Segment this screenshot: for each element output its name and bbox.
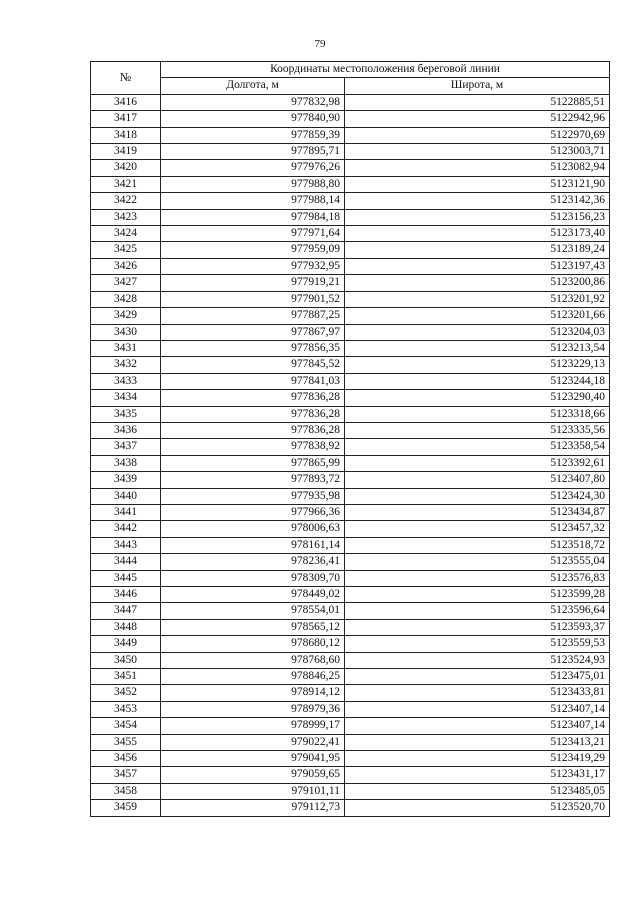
point-number-cell: 3458 [91, 783, 161, 799]
table-row [91, 127, 610, 143]
page-number: 79 [314, 38, 326, 50]
table-row [91, 340, 610, 356]
longitude-cell: 979112,73 [161, 800, 345, 816]
table-row [91, 783, 610, 799]
table-row [91, 619, 610, 635]
latitude-cell: 5123200,86 [345, 275, 610, 291]
latitude-cell: 5123318,66 [345, 406, 610, 422]
point-number-cell: 3440 [91, 488, 161, 504]
latitude-cell: 5123518,72 [345, 537, 610, 553]
longitude-cell: 977901,52 [161, 291, 345, 307]
latitude-cell: 5123559,53 [345, 636, 610, 652]
point-number-cell: 3416 [91, 94, 161, 110]
latitude-cell: 5123197,43 [345, 258, 610, 274]
table-header [91, 62, 610, 95]
point-number-cell: 3439 [91, 472, 161, 488]
longitude-cell: 977836,28 [161, 390, 345, 406]
latitude-cell: 5123213,54 [345, 340, 610, 356]
latitude-cell: 5123201,66 [345, 308, 610, 324]
latitude-cell: 5123201,92 [345, 291, 610, 307]
coordinates-table [90, 61, 610, 817]
latitude-cell: 5123156,23 [345, 209, 610, 225]
table-row [91, 669, 610, 685]
table-body [91, 94, 610, 816]
longitude-cell: 977988,80 [161, 176, 345, 192]
longitude-cell: 977971,64 [161, 226, 345, 242]
point-number-cell: 3426 [91, 258, 161, 274]
table-row [91, 537, 610, 553]
table-row [91, 652, 610, 668]
longitude-cell: 978006,63 [161, 521, 345, 537]
latitude-cell: 5123082,94 [345, 160, 610, 176]
longitude-cell: 978161,14 [161, 537, 345, 553]
point-number-cell: 3417 [91, 111, 161, 127]
point-number-cell: 3452 [91, 685, 161, 701]
point-number-cell: 3447 [91, 603, 161, 619]
table-row [91, 455, 610, 471]
table-row [91, 242, 610, 258]
table-row [91, 390, 610, 406]
latitude-cell: 5123475,01 [345, 669, 610, 685]
point-number-cell: 3429 [91, 308, 161, 324]
longitude-cell: 979022,41 [161, 734, 345, 750]
table-row [91, 176, 610, 192]
latitude-cell: 5123407,80 [345, 472, 610, 488]
latitude-cell: 5123424,30 [345, 488, 610, 504]
point-number-cell: 3451 [91, 669, 161, 685]
latitude-cell: 5122970,69 [345, 127, 610, 143]
table-row [91, 357, 610, 373]
latitude-cell: 5122942,96 [345, 111, 610, 127]
longitude-cell: 977836,28 [161, 422, 345, 438]
table-row [91, 422, 610, 438]
latitude-cell: 5123173,40 [345, 226, 610, 242]
header-coordinates-group: Координаты местоположения береговой линии [161, 62, 610, 78]
point-number-cell: 3450 [91, 652, 161, 668]
longitude-cell: 977984,18 [161, 209, 345, 225]
latitude-cell: 5123244,18 [345, 373, 610, 389]
latitude-cell: 5123555,04 [345, 554, 610, 570]
latitude-cell: 5123419,29 [345, 751, 610, 767]
latitude-cell: 5123520,70 [345, 800, 610, 816]
table-row [91, 488, 610, 504]
latitude-cell: 5123121,90 [345, 176, 610, 192]
table-row [91, 144, 610, 160]
longitude-cell: 978914,12 [161, 685, 345, 701]
point-number-cell: 3455 [91, 734, 161, 750]
longitude-cell: 977966,36 [161, 504, 345, 520]
latitude-cell: 5123433,81 [345, 685, 610, 701]
table-row [91, 718, 610, 734]
longitude-cell: 978979,36 [161, 701, 345, 717]
longitude-cell: 977932,95 [161, 258, 345, 274]
longitude-cell: 977935,98 [161, 488, 345, 504]
table-row [91, 226, 610, 242]
longitude-cell: 977867,97 [161, 324, 345, 340]
longitude-cell: 979059,65 [161, 767, 345, 783]
longitude-cell: 977887,25 [161, 308, 345, 324]
point-number-cell: 3448 [91, 619, 161, 635]
point-number-cell: 3443 [91, 537, 161, 553]
point-number-cell: 3453 [91, 701, 161, 717]
latitude-cell: 5123335,56 [345, 422, 610, 438]
longitude-cell: 977895,71 [161, 144, 345, 160]
latitude-cell: 5123593,37 [345, 619, 610, 635]
table-row [91, 701, 610, 717]
longitude-cell: 978554,01 [161, 603, 345, 619]
point-number-cell: 3459 [91, 800, 161, 816]
point-number-cell: 3437 [91, 439, 161, 455]
point-number-cell: 3430 [91, 324, 161, 340]
table-row [91, 554, 610, 570]
longitude-cell: 977988,14 [161, 193, 345, 209]
longitude-cell: 978565,12 [161, 619, 345, 635]
latitude-cell: 5123485,05 [345, 783, 610, 799]
table-row [91, 308, 610, 324]
table-row [91, 209, 610, 225]
longitude-cell: 977836,28 [161, 406, 345, 422]
longitude-cell: 977919,21 [161, 275, 345, 291]
point-number-cell: 3457 [91, 767, 161, 783]
longitude-cell: 977859,39 [161, 127, 345, 143]
point-number-cell: 3445 [91, 570, 161, 586]
point-number-cell: 3434 [91, 390, 161, 406]
table-row [91, 587, 610, 603]
table-row [91, 373, 610, 389]
table-row [91, 751, 610, 767]
table-row [91, 734, 610, 750]
table-row [91, 111, 610, 127]
latitude-cell: 5123003,71 [345, 144, 610, 160]
longitude-cell: 978999,17 [161, 718, 345, 734]
table-row [91, 160, 610, 176]
latitude-cell: 5123431,17 [345, 767, 610, 783]
latitude-cell: 5123457,32 [345, 521, 610, 537]
table-row [91, 291, 610, 307]
longitude-cell: 977838,92 [161, 439, 345, 455]
header-number: № [91, 62, 161, 95]
table-row [91, 636, 610, 652]
point-number-cell: 3454 [91, 718, 161, 734]
longitude-cell: 977976,26 [161, 160, 345, 176]
latitude-cell: 5123358,54 [345, 439, 610, 455]
table-row [91, 193, 610, 209]
point-number-cell: 3444 [91, 554, 161, 570]
longitude-cell: 977832,98 [161, 94, 345, 110]
latitude-cell: 5123576,83 [345, 570, 610, 586]
table-row [91, 570, 610, 586]
point-number-cell: 3423 [91, 209, 161, 225]
table-row [91, 406, 610, 422]
longitude-cell: 979041,95 [161, 751, 345, 767]
latitude-cell: 5123599,28 [345, 587, 610, 603]
longitude-cell: 977856,35 [161, 340, 345, 356]
point-number-cell: 3441 [91, 504, 161, 520]
longitude-cell: 977845,52 [161, 357, 345, 373]
latitude-cell: 5123229,13 [345, 357, 610, 373]
table-row [91, 767, 610, 783]
latitude-cell: 5123189,24 [345, 242, 610, 258]
latitude-cell: 5123407,14 [345, 718, 610, 734]
point-number-cell: 3431 [91, 340, 161, 356]
latitude-cell: 5123596,64 [345, 603, 610, 619]
point-number-cell: 3418 [91, 127, 161, 143]
point-number-cell: 3438 [91, 455, 161, 471]
latitude-cell: 5122885,51 [345, 94, 610, 110]
table-row [91, 603, 610, 619]
longitude-cell: 979101,11 [161, 783, 345, 799]
point-number-cell: 3456 [91, 751, 161, 767]
table-row [91, 258, 610, 274]
table-row [91, 472, 610, 488]
longitude-cell: 977841,03 [161, 373, 345, 389]
longitude-cell: 977893,72 [161, 472, 345, 488]
longitude-cell: 978680,12 [161, 636, 345, 652]
table-row [91, 439, 610, 455]
point-number-cell: 3427 [91, 275, 161, 291]
table-row [91, 685, 610, 701]
header-longitude: Долгота, м [161, 78, 345, 94]
point-number-cell: 3419 [91, 144, 161, 160]
latitude-cell: 5123290,40 [345, 390, 610, 406]
table-row [91, 324, 610, 340]
table-row [91, 94, 610, 110]
longitude-cell: 978768,60 [161, 652, 345, 668]
longitude-cell: 978449,02 [161, 587, 345, 603]
longitude-cell: 977840,90 [161, 111, 345, 127]
table-row [91, 521, 610, 537]
point-number-cell: 3420 [91, 160, 161, 176]
latitude-cell: 5123434,87 [345, 504, 610, 520]
point-number-cell: 3428 [91, 291, 161, 307]
longitude-cell: 978236,41 [161, 554, 345, 570]
latitude-cell: 5123142,36 [345, 193, 610, 209]
point-number-cell: 3436 [91, 422, 161, 438]
point-number-cell: 3425 [91, 242, 161, 258]
point-number-cell: 3424 [91, 226, 161, 242]
longitude-cell: 978846,25 [161, 669, 345, 685]
point-number-cell: 3433 [91, 373, 161, 389]
point-number-cell: 3421 [91, 176, 161, 192]
point-number-cell: 3422 [91, 193, 161, 209]
longitude-cell: 978309,70 [161, 570, 345, 586]
latitude-cell: 5123204,03 [345, 324, 610, 340]
latitude-cell: 5123524,93 [345, 652, 610, 668]
table-row [91, 504, 610, 520]
longitude-cell: 977959,09 [161, 242, 345, 258]
table-row [91, 275, 610, 291]
point-number-cell: 3449 [91, 636, 161, 652]
point-number-cell: 3435 [91, 406, 161, 422]
latitude-cell: 5123407,14 [345, 701, 610, 717]
header-latitude: Широта, м [345, 78, 610, 94]
point-number-cell: 3432 [91, 357, 161, 373]
table-row [91, 800, 610, 816]
latitude-cell: 5123392,61 [345, 455, 610, 471]
latitude-cell: 5123413,21 [345, 734, 610, 750]
point-number-cell: 3442 [91, 521, 161, 537]
point-number-cell: 3446 [91, 587, 161, 603]
longitude-cell: 977865,99 [161, 455, 345, 471]
